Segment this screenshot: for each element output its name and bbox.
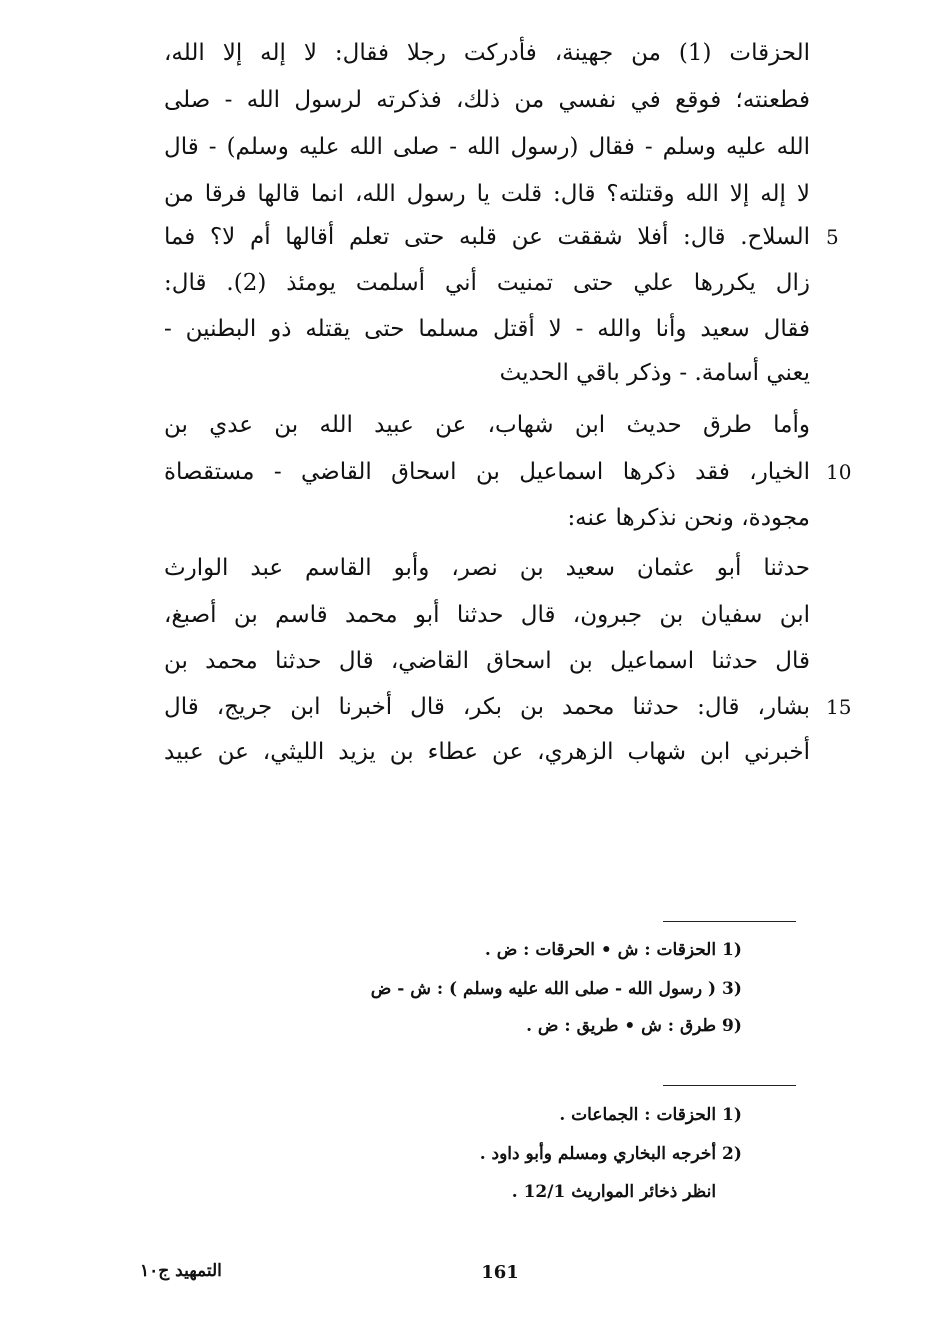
- note-text: الحزقات : الجماعات .: [559, 1105, 717, 1125]
- footnote-divider: [663, 1085, 796, 1086]
- note-text: ( رسول الله - صلى الله عليه وسلم ) : ش - ض: [370, 979, 717, 999]
- line-number: 10: [826, 460, 852, 484]
- text-line: أخبرني ابن شهاب الزهري، عن عطاء بن يزيد الليثي، عن عبيد: [164, 739, 810, 765]
- text-line: لا إله إلا الله وقتلته؟ قال: قلت يا رسول الله، انما قالها فرقا من: [164, 181, 810, 207]
- text-line: زال يكررها علي حتى تمنيت أني أسلمت يومئذ (2). قال:: [164, 270, 810, 296]
- text-line: الله عليه وسلم - فقال (رسول الله - صلى الله عليه وسلم) - قال: [164, 134, 810, 160]
- note-text: أخرجه البخاري ومسلم وأبو داود .: [479, 1144, 717, 1164]
- note-number: 3): [722, 979, 742, 999]
- text-line: السلاح. قال: أفلا شققت عن قلبه حتى تعلم أقالها أم لا؟ فما: [164, 224, 810, 250]
- line-number: 5: [826, 225, 839, 249]
- explanatory-note: [196, 1174, 756, 1210]
- explanatory-note: [196, 1097, 756, 1133]
- text-line: حدثنا أبو عثمان سعيد بن نصر، وأبو القاسم عبد الوارث: [164, 555, 810, 581]
- text-line: فطعنته؛ فوقع في نفسي من ذلك، فذكرته لرسول الله - صلى: [164, 87, 810, 113]
- text-line: الخيار، فقد ذكرها اسماعيل بن اسحاق القاضي - مستقصاة: [164, 459, 810, 485]
- line-number: 15: [826, 695, 852, 719]
- note-text: طرق : ش • طريق : ض .: [526, 1016, 717, 1036]
- explanatory-note: [196, 1136, 756, 1172]
- text-line: قال حدثنا اسماعيل بن اسحاق القاضي، قال حدثنا محمد بن: [164, 648, 810, 674]
- text-line: ابن سفيان بن جبرون، قال حدثنا أبو محمد قاسم بن أصبغ،: [164, 602, 810, 628]
- note-text: انظر ذخائر المواريث 12/1 .: [511, 1182, 717, 1202]
- footnote-divider: [663, 921, 796, 922]
- text-line: وأما طرق حديث ابن شهاب، عن عبيد الله بن عدي بن: [164, 412, 810, 438]
- text-line: الحزقات (1) من جهينة، فأدركت رجلا فقال: لا إله إلا الله،: [164, 40, 810, 66]
- page-number: 161: [481, 1262, 519, 1283]
- note-number: 1): [722, 1105, 742, 1125]
- note-number: 9): [722, 1016, 742, 1036]
- variant-note: [196, 971, 756, 1007]
- text-line: فقال سعيد وأنا والله - لا أقتل مسلما حتى يقتله ذو البطنين -: [164, 316, 810, 342]
- signature-mark: التمهيد ج١٠: [140, 1261, 222, 1281]
- note-text: الحزقات : ش • الحرقات : ض .: [484, 940, 717, 960]
- text-line: مجودة، ونحن نذكرها عنه:: [567, 505, 810, 531]
- variant-note: [196, 932, 756, 968]
- variant-note: [196, 1008, 756, 1044]
- note-number: 2): [722, 1144, 742, 1164]
- text-line: بشار، قال: حدثنا محمد بن بكر، قال أخبرنا ابن جريج، قال: [164, 694, 810, 720]
- note-number: 1): [722, 940, 742, 960]
- text-line: يعني أسامة. - وذكر باقي الحديث: [499, 360, 810, 386]
